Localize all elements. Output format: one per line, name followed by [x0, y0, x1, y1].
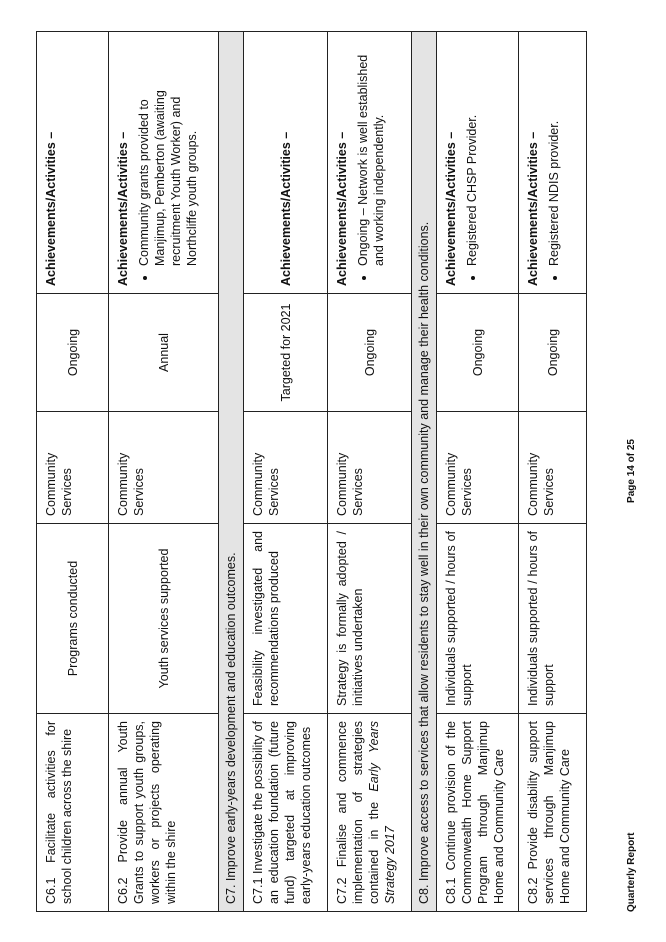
responsibility-cell: Community Services [437, 412, 519, 524]
table-row [328, 32, 412, 912]
table-row [244, 32, 328, 912]
responsibility-cell: Community Services [37, 412, 109, 524]
measure-cell: Individuals supported / hours of support [437, 524, 519, 714]
action-cell [328, 714, 412, 912]
table-row [109, 32, 219, 912]
action-cell: C6.1 Facilitate activities for school children across the shire [37, 714, 109, 912]
timeframe-cell: Annual [109, 294, 219, 412]
section-header-row [412, 32, 437, 912]
action-cell: C6.2 Provide annual Youth Grants to support youth groups, workers or projects operating within the shire [109, 714, 219, 912]
measure-cell: Feasibility investigated and recommendations produced [244, 524, 328, 714]
action-cell: C7.1 Investigate the possibility of an education foundation (future fund) targeted at improving early-years education outcomes [244, 714, 328, 912]
achievements-title: Achievements/Activities – [444, 131, 458, 286]
action-cell: C8.1 Continue provision of the Commonwealth Home Support Program through Manjimup Home and Community Care [437, 714, 519, 912]
table-row [37, 32, 109, 912]
measure-cell: Programs conducted [37, 524, 109, 714]
section-header-row [219, 32, 244, 912]
responsibility-cell: Community Services [244, 412, 328, 524]
achievements-cell [437, 32, 519, 294]
strategy-title: Early Years Strategy 2017 [367, 721, 397, 904]
timeframe-cell: Targeted for 2021 [244, 294, 328, 412]
report-title: Quarterly Report [626, 832, 637, 912]
responsibility-cell: Community Services [328, 412, 412, 524]
table-row [437, 32, 519, 912]
achievements-title: Achievements/Activities – [335, 131, 349, 286]
section-heading: C7. Improve early-years development and education outcomes. [219, 32, 244, 912]
achievements-title: Achievements/Activities – [44, 131, 58, 286]
achievement-item: • Registered NDIS provider. [546, 39, 562, 266]
achievements-title: Achievements/Activities – [278, 131, 293, 286]
responsibility-cell: Community Services [519, 412, 587, 524]
measure-cell: Strategy is formally adopted / initiatives undertaken [328, 524, 412, 714]
timeframe-cell: Ongoing [519, 294, 587, 412]
achievements-title: Achievements/Activities – [116, 131, 130, 286]
action-cell: C8.2 Provide disability support services through Manjimup Home and Community Care [519, 714, 587, 912]
measure-cell: Individuals supported / hours of support [519, 524, 587, 714]
achievement-item: • Community grants provided to Manjimup, Pemberton (awaiting recruitment Youth Worker) and Northcliffe youth groups. [136, 39, 200, 266]
section-heading: C8. Improve access to services that allow residents to stay well in their own community and manage their health conditions. [412, 32, 437, 912]
achievements-cell [37, 32, 109, 294]
action-text: C7.2 Finalise and commence implementation of strategies contained in the [335, 721, 381, 904]
achievement-item: • Registered CHSP Provider. [464, 39, 480, 266]
achievements-cell [109, 32, 219, 294]
achievements-cell [519, 32, 587, 294]
achievements-title: Achievements/Activities – [526, 131, 540, 286]
achievement-item: • Ongoing – Network is well established and working independently. [355, 39, 387, 266]
achievements-cell [328, 32, 412, 294]
timeframe-cell: Ongoing [37, 294, 109, 412]
measure-cell: Youth services supported [109, 524, 219, 714]
achievements-cell [244, 32, 328, 294]
page-number: Page 14 of 25 [626, 439, 637, 503]
timeframe-cell: Ongoing [437, 294, 519, 412]
action-plan-table [36, 31, 587, 912]
table-row [519, 32, 587, 912]
responsibility-cell: Community Services [109, 412, 219, 524]
timeframe-cell: Ongoing [328, 294, 412, 412]
